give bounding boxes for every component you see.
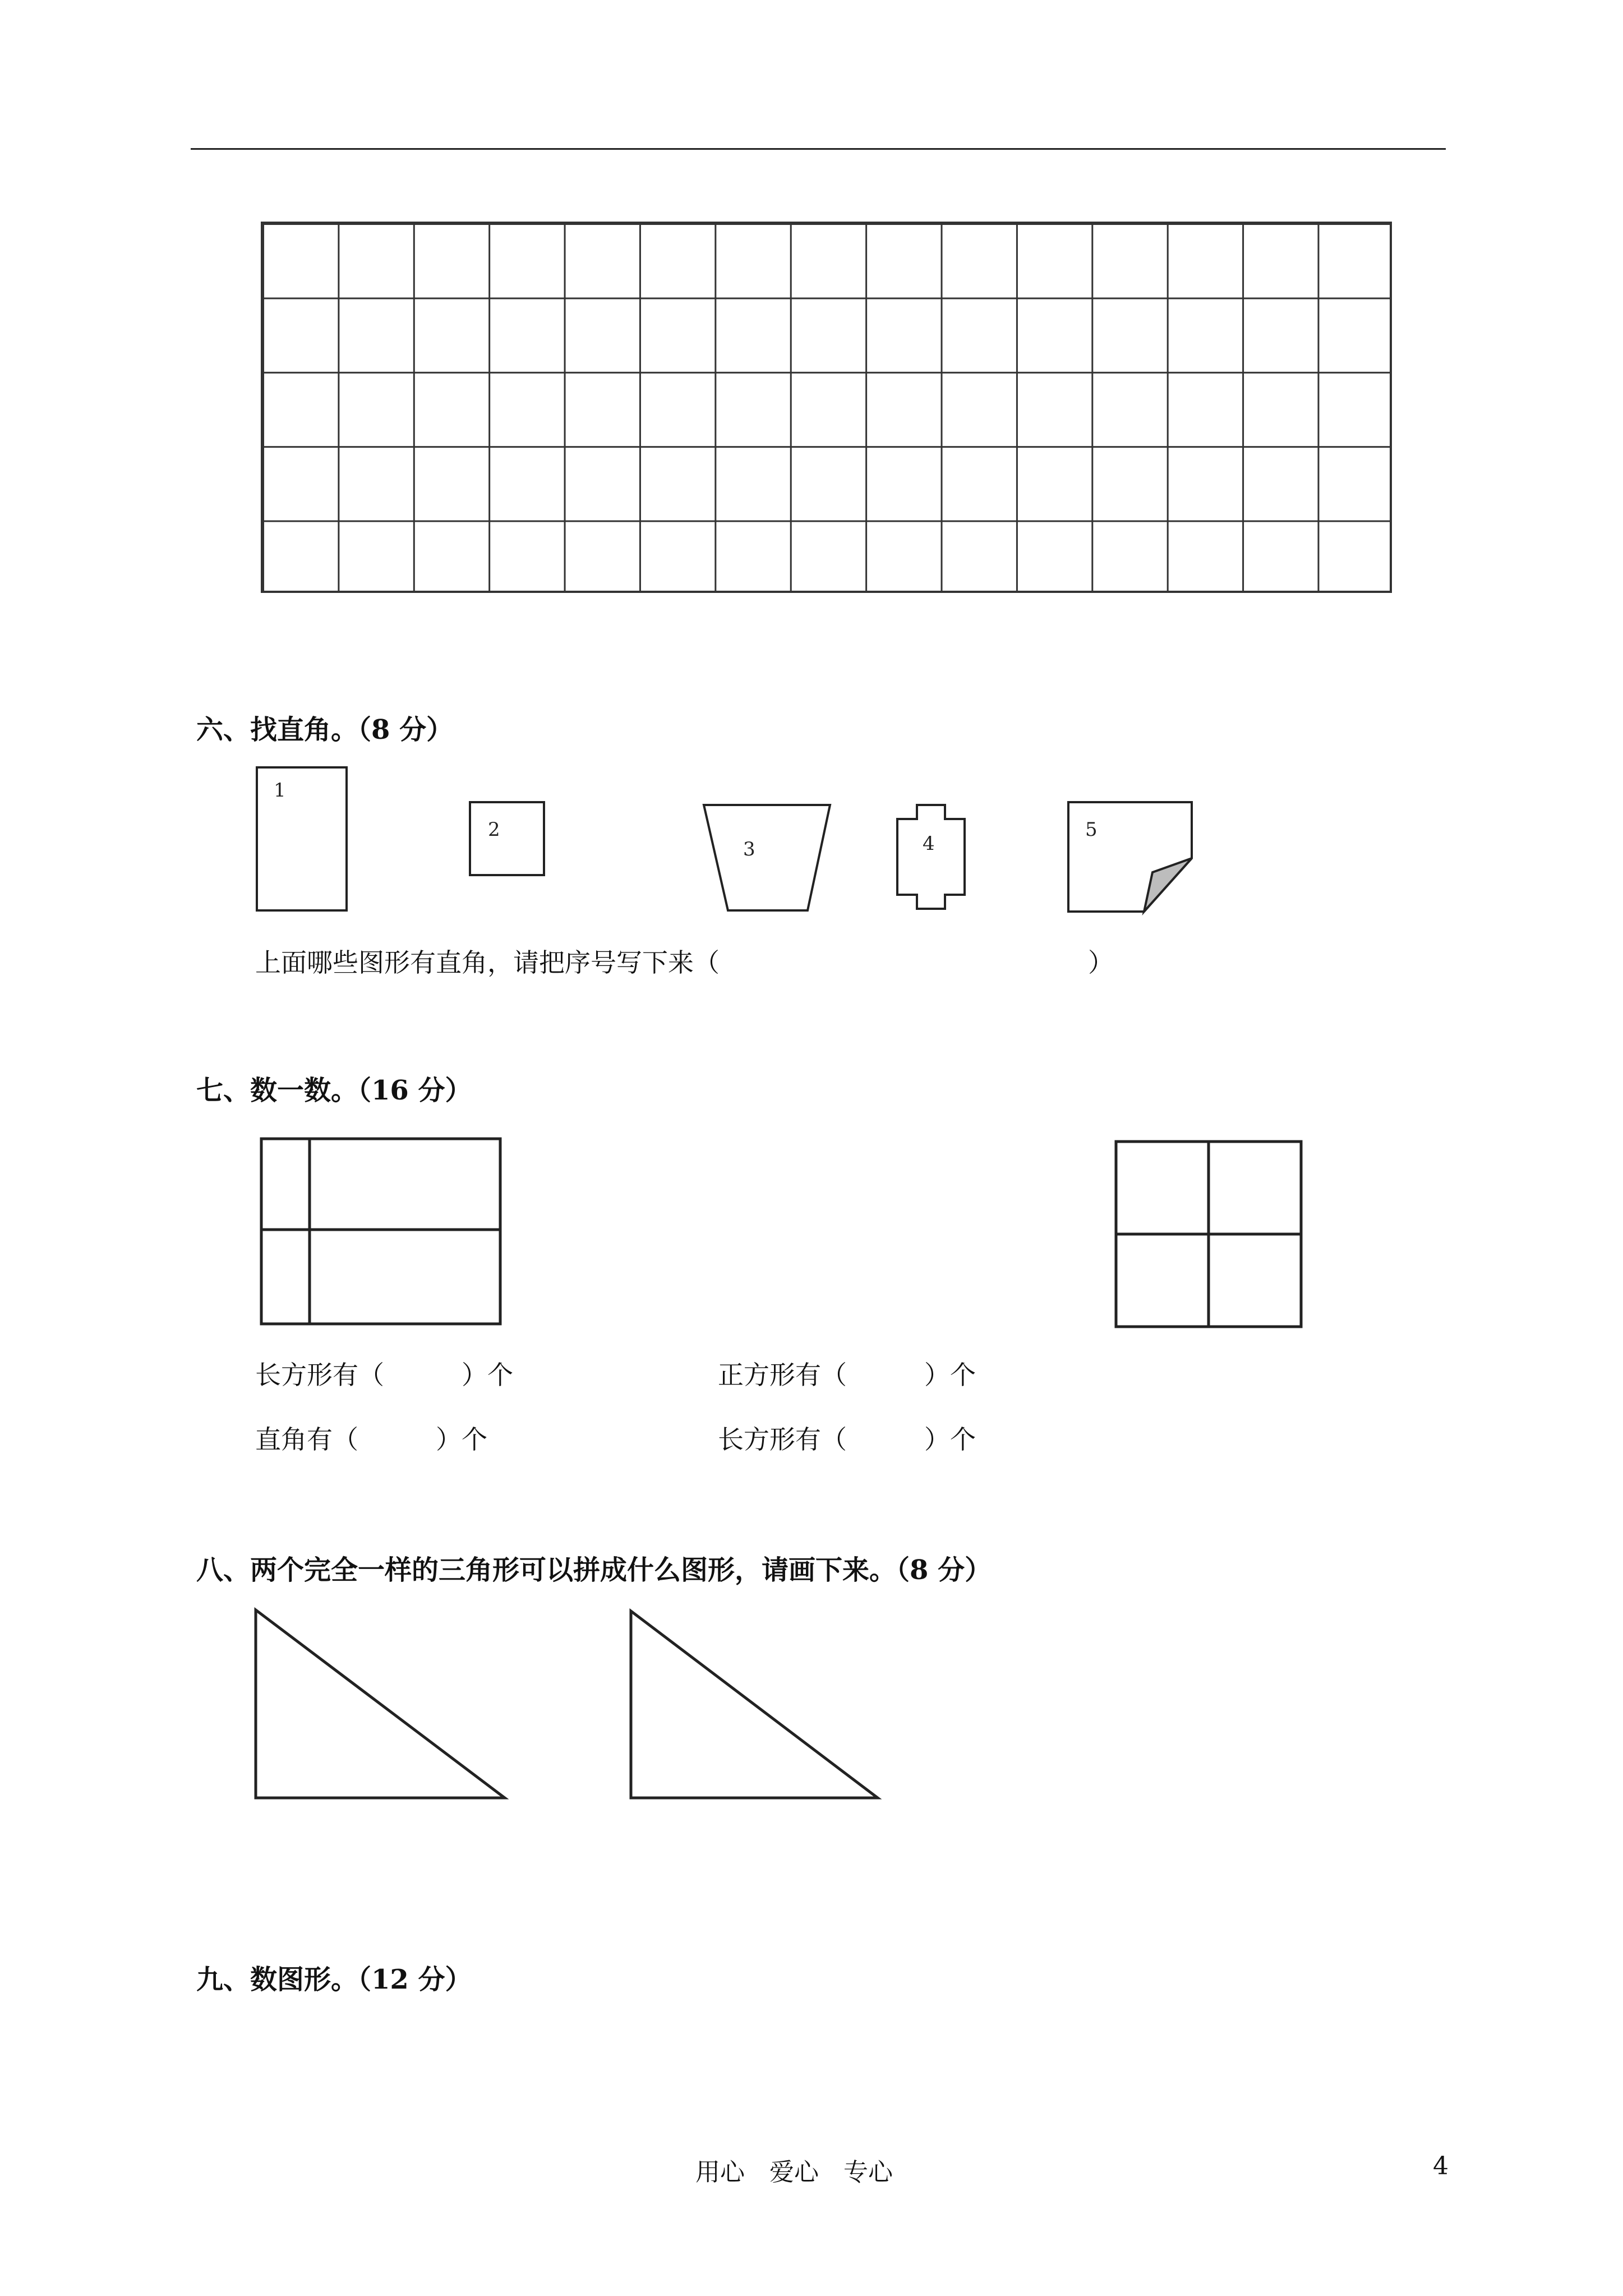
triangles [247,1604,920,1806]
shape-number-3: 3 [743,838,755,861]
right-angle-shapes [247,752,1211,920]
section-6-heading: 六、找直角。（8 分） [196,714,454,746]
header-rule [191,148,1446,150]
q-rectangles-count: 长方形有（ ）个 [255,1360,513,1390]
section-9-heading: 九、数图形。（12 分） [196,1964,472,1995]
shape-1 [257,767,347,910]
section-6-answer-paren-close: ） [1088,947,1114,978]
triangle-1 [256,1610,505,1798]
section-7-heading: 七、数一数。（16 分） [196,1075,472,1106]
count-figures [247,1122,1368,1335]
section-8-heading: 八、两个完全一样的三角形可以拼成什么图形，请画下来。（8 分） [196,1554,992,1586]
q-rectangles-count-2: 长方形有（ ）个 [718,1424,976,1455]
footer-slogan: 用心 爱心 专心 [695,2158,893,2187]
shape-number-5: 5 [1085,818,1098,841]
triangle-2 [631,1611,878,1798]
drawing-grid [261,222,1392,593]
shape-4 [897,805,965,909]
q-squares-count: 正方形有（ ）个 [718,1360,976,1390]
figure-divided-square [1116,1142,1301,1327]
shape-number-4: 4 [923,832,935,855]
page-number: 4 [1433,2152,1449,2180]
section-6-question: 上面哪些图形有直角，请把序号写下来（ [255,947,720,978]
shape-number-1: 1 [274,779,286,802]
shape-2 [470,802,544,875]
shape-3 [704,805,830,910]
shape-5 [1068,802,1192,912]
figure-divided-rectangle [261,1139,500,1324]
q-right-angles-count: 直角有（ ）个 [255,1424,487,1455]
shape-number-2: 2 [488,818,500,841]
